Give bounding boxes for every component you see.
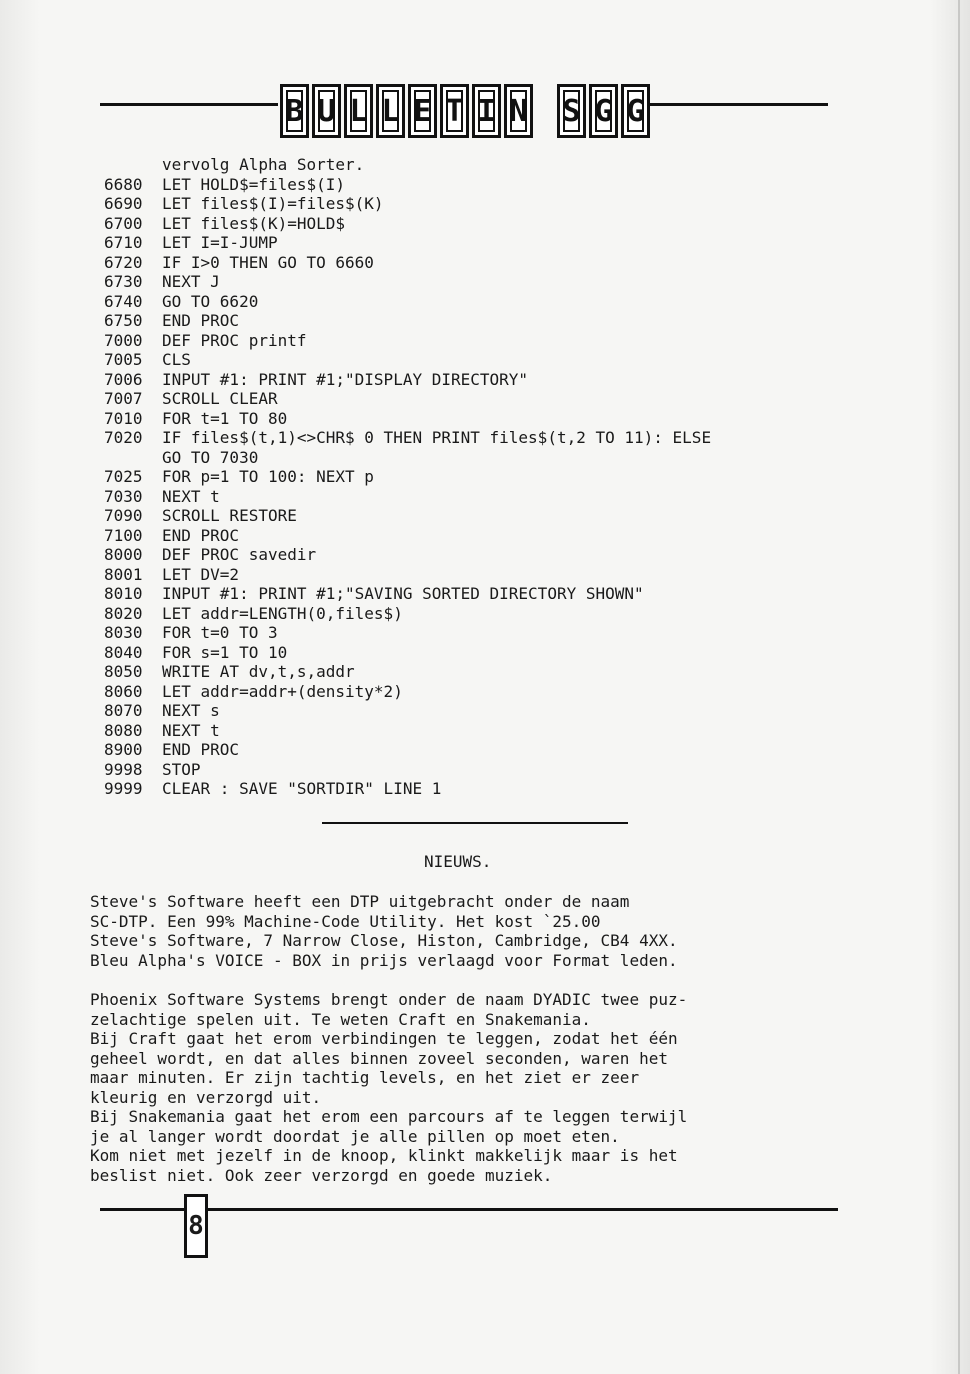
- line-number: 9998: [104, 759, 143, 779]
- line-statement: LET addr=LENGTH(0,files$): [162, 603, 403, 623]
- line-statement: GO TO 7030: [162, 447, 259, 467]
- news-paragraph-1: [90, 892, 678, 970]
- code-line: [104, 467, 711, 487]
- paragraph-line: Phoenix Software Systems brengt onder de naam DYADIC twee puz-: [90, 990, 688, 1009]
- paragraph-line: je al langer wordt doordat je alle pillen op moet eten.: [90, 1126, 620, 1146]
- line-statement: CLS: [162, 350, 191, 369]
- logo-letter: T: [440, 84, 469, 138]
- code-line: [104, 740, 711, 760]
- logo-letter: I: [472, 84, 501, 138]
- line-number: 6750: [104, 311, 143, 330]
- logo-letter: B: [280, 84, 309, 138]
- code-line: [104, 623, 711, 643]
- code-line: [104, 389, 711, 409]
- line-number: 6700: [104, 213, 143, 233]
- logo-letter: L: [376, 84, 405, 138]
- logo-letter: L: [344, 84, 373, 138]
- line-number: 7020: [104, 428, 143, 447]
- code-listing: [104, 155, 711, 799]
- line-number: 8030: [104, 623, 143, 642]
- paragraph-line: Bij Snakemania gaat het erom een parcours af te leggen terwijl: [90, 1107, 688, 1126]
- paragraph-line: kleurig en verzorgd uit.: [90, 1087, 322, 1107]
- line-statement: END PROC: [162, 740, 240, 759]
- line-statement: LET HOLD$=files$(I): [162, 174, 346, 194]
- code-line: [104, 253, 711, 273]
- line-statement: DEF PROC printf: [162, 330, 307, 350]
- line-statement: LET files$(I)=files$(K): [162, 194, 384, 213]
- code-line: [104, 721, 711, 741]
- line-statement: WRITE AT dv,t,s,addr: [162, 662, 355, 681]
- code-line: [104, 701, 711, 721]
- line-number: 8010: [104, 584, 143, 603]
- line-number: 7025: [104, 467, 143, 486]
- header-rule-left: [100, 103, 278, 106]
- line-statement: IF files$(t,1)<>CHR$ 0 THEN PRINT files$(t,2 TO 11): ELSE: [162, 428, 712, 447]
- code-intro: vervolg Alpha Sorter.: [162, 155, 365, 174]
- paragraph-line: Kom niet met jezelf in de knoop, klinkt makkelijk maar is het: [90, 1146, 678, 1165]
- code-line: [104, 194, 711, 214]
- line-statement: FOR s=1 TO 10: [162, 642, 288, 662]
- line-statement: INPUT #1: PRINT #1;"SAVING SORTED DIRECTORY SHOWN": [162, 584, 644, 603]
- paragraph-line: zelachtige spelen uit. Te weten Craft en Snakemania.: [90, 1009, 591, 1029]
- code-line: [104, 487, 711, 507]
- page-edge: [958, 0, 960, 1374]
- bulletin-sgg-logo: [280, 84, 650, 144]
- line-statement: LET DV=2: [162, 564, 240, 584]
- code-line: [104, 428, 711, 448]
- code-line: [104, 409, 711, 429]
- line-number: 8050: [104, 662, 143, 681]
- code-line: [104, 311, 711, 331]
- line-statement: FOR t=0 TO 3: [162, 623, 278, 642]
- line-number: 6730: [104, 272, 143, 291]
- logo-letter: G: [589, 84, 618, 138]
- line-statement: SCROLL RESTORE: [162, 506, 297, 525]
- paragraph-line: beslist niet. Ook zeer verzorgd en goede muziek.: [90, 1165, 553, 1185]
- line-number: 6720: [104, 252, 143, 272]
- code-intro-row: [104, 155, 711, 175]
- line-number: 6690: [104, 194, 143, 213]
- line-number: 8070: [104, 701, 143, 720]
- line-number: 8060: [104, 681, 143, 701]
- page-number: 8: [184, 1194, 208, 1258]
- line-statement: FOR t=1 TO 80: [162, 408, 288, 428]
- line-statement: LET I=I-JUMP: [162, 233, 278, 252]
- line-number: 7090: [104, 506, 143, 525]
- news-title: NIEUWS.: [424, 852, 492, 871]
- header-rule-right: [628, 103, 828, 106]
- paragraph-line: Steve's Software heeft een DTP uitgebracht onder de naam: [90, 892, 630, 911]
- code-line: [104, 331, 711, 351]
- line-number: 9999: [104, 779, 143, 798]
- line-number: 6680: [104, 174, 143, 194]
- code-line: [104, 662, 711, 682]
- line-number: 8040: [104, 642, 143, 662]
- line-statement: CLEAR : SAVE "SORTDIR" LINE 1: [162, 779, 442, 798]
- code-line: [104, 779, 711, 799]
- line-statement: NEXT t: [162, 720, 220, 740]
- code-line: [104, 370, 711, 390]
- line-number: 6710: [104, 233, 143, 252]
- line-statement: GO TO 6620: [162, 291, 259, 311]
- code-line: [104, 604, 711, 624]
- line-statement: SCROLL CLEAR: [162, 389, 278, 408]
- line-statement: NEXT s: [162, 701, 220, 720]
- line-statement: LET addr=addr+(density*2): [162, 681, 403, 701]
- paragraph-line: maar minuten. Er zijn tachtig levels, en het ziet er zeer: [90, 1068, 640, 1087]
- logo-letter: N: [504, 84, 533, 138]
- line-statement: INPUT #1: PRINT #1;"DISPLAY DIRECTORY": [162, 369, 529, 389]
- logo-letter: U: [312, 84, 341, 138]
- line-number: 7100: [104, 525, 143, 545]
- line-statement: LET files$(K)=HOLD$: [162, 213, 346, 233]
- line-statement: NEXT J: [162, 272, 220, 291]
- line-statement: END PROC: [162, 525, 240, 545]
- code-line: [104, 272, 711, 292]
- logo-letter: E: [408, 84, 437, 138]
- code-line: [104, 448, 711, 468]
- line-number: 8000: [104, 545, 143, 564]
- line-number: 7030: [104, 486, 143, 506]
- code-line: [104, 233, 711, 253]
- line-statement: FOR p=1 TO 100: NEXT p: [162, 467, 374, 486]
- line-number: 7000: [104, 330, 143, 350]
- code-line: [104, 760, 711, 780]
- line-statement: END PROC: [162, 311, 240, 330]
- line-number: 7010: [104, 408, 143, 428]
- line-number: 8020: [104, 603, 143, 623]
- line-number: 8900: [104, 740, 143, 759]
- logo-gap: [536, 84, 554, 144]
- footer-rule-right: [208, 1208, 838, 1211]
- logo-letter: G: [621, 84, 650, 138]
- line-statement: IF I>0 THEN GO TO 6660: [162, 252, 374, 272]
- code-line: [104, 682, 711, 702]
- line-number: [104, 448, 162, 468]
- code-line: [104, 506, 711, 526]
- section-divider: [322, 822, 628, 824]
- paragraph-line: Bij Craft gaat het erom verbindingen te leggen, zodat het één: [90, 1029, 678, 1048]
- code-line: [104, 584, 711, 604]
- paragraph-line: SC-DTP. Een 99% Machine-Code Utility. Het kost `25.00: [90, 911, 601, 931]
- code-line: [104, 545, 711, 565]
- line-number: 7006: [104, 369, 143, 389]
- code-line: [104, 350, 711, 370]
- code-line: [104, 526, 711, 546]
- code-line: [104, 565, 711, 585]
- line-statement: DEF PROC savedir: [162, 545, 317, 564]
- logo-letter: S: [557, 84, 586, 138]
- paragraph-line: Bleu Alpha's VOICE - BOX in prijs verlaagd voor Format leden.: [90, 950, 678, 970]
- line-statement: NEXT t: [162, 486, 220, 506]
- line-statement: STOP: [162, 759, 201, 779]
- line-number: 8001: [104, 564, 143, 584]
- line-number: 7007: [104, 389, 143, 408]
- code-line: [104, 214, 711, 234]
- news-paragraph-2: [90, 990, 687, 1185]
- line-number: 6740: [104, 291, 143, 311]
- code-line: [104, 175, 711, 195]
- code-line: [104, 292, 711, 312]
- code-line: [104, 643, 711, 663]
- line-number: 8080: [104, 720, 143, 740]
- footer-rule-left: [100, 1208, 184, 1211]
- line-number: 7005: [104, 350, 143, 369]
- paragraph-line: Steve's Software, 7 Narrow Close, Histon, Cambridge, CB4 4XX.: [90, 931, 678, 950]
- paragraph-line: geheel wordt, en dat alles binnen zoveel seconden, waren het: [90, 1048, 668, 1068]
